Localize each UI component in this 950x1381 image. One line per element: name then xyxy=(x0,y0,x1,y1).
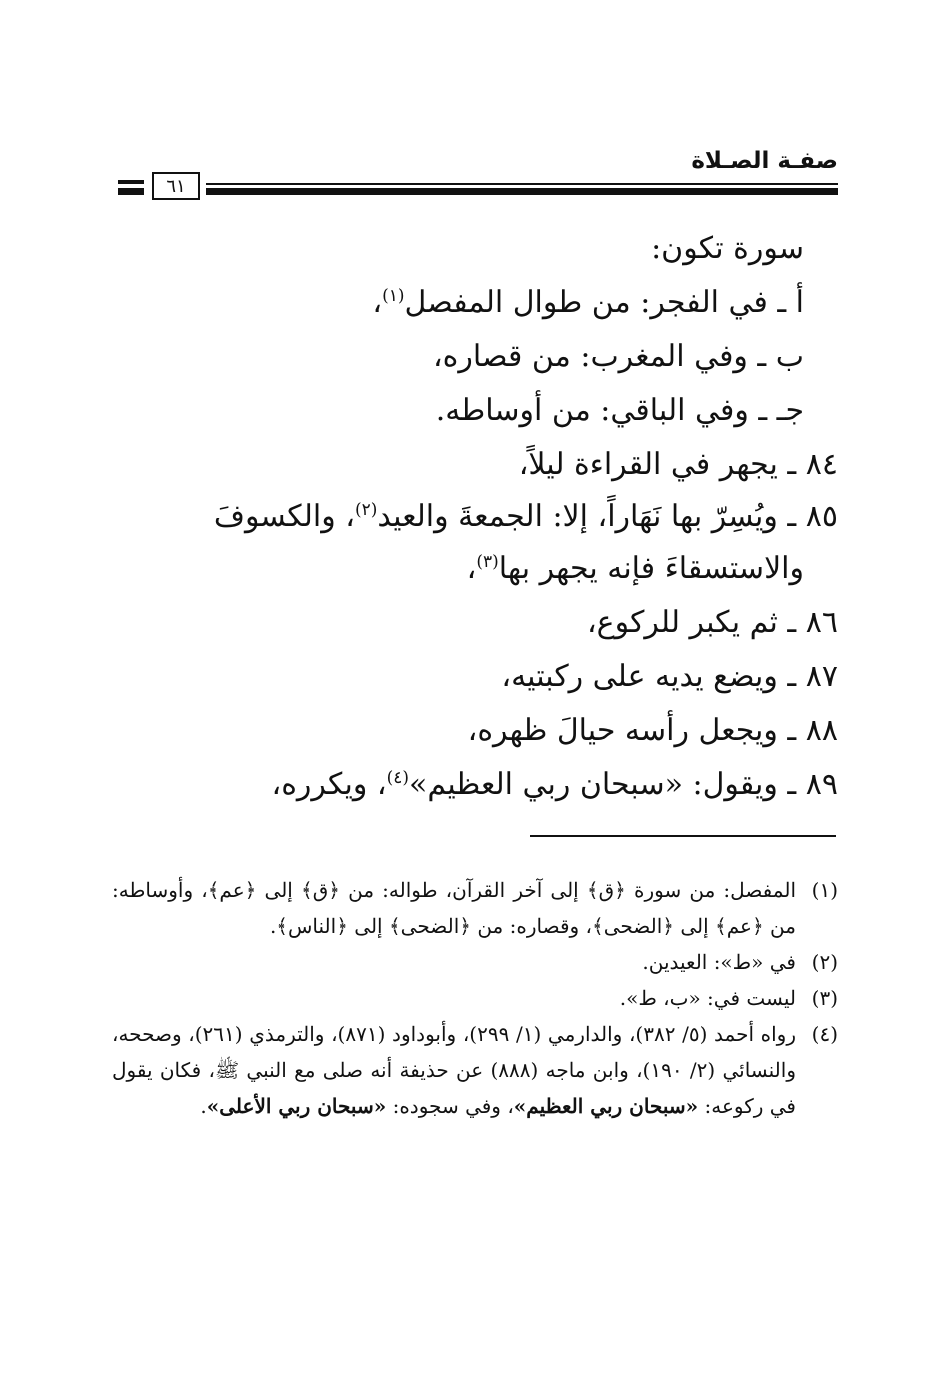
main-text xyxy=(110,222,838,812)
footnote-text: المفصل: من سورة ﴿ق﴾ إلى آخر القرآن، طواله: من ﴿ق﴾ إلى ﴿عم﴾، وأوساطه: من ﴿عم﴾ إلى ﴿الضحى﴾، وقصاره: من ﴿الضحى﴾ إلى ﴿الناس﴾. xyxy=(112,878,796,938)
footnote-number: (١) xyxy=(811,878,838,902)
footnote-ref: (١) xyxy=(382,286,405,306)
footnote-ref: (٣) xyxy=(476,552,499,572)
header-rule-thick xyxy=(206,188,838,195)
text-line: سورة تكون: xyxy=(651,231,804,266)
list-item-85: ٨٥ ـ ويُسِرّ بها نَهَاراً، إلا: الجمعةَ والعيد$^{(٢)}$، والكسوفَ xyxy=(213,499,838,534)
footnote-ref: (٤) xyxy=(386,768,410,788)
footnote-number: (٣) xyxy=(811,986,838,1010)
footnote-text: في «ط»: العيدين. xyxy=(642,950,796,974)
page-number: ٦١ xyxy=(166,175,186,197)
footnote-3 xyxy=(112,980,838,1016)
bold-quote: «سبحان ربي العظيم» xyxy=(513,1094,699,1118)
list-item-b: ب ـ وفي المغرب: من قصاره، xyxy=(432,339,804,374)
header-bar-ornament xyxy=(118,188,144,195)
footnote-2 xyxy=(112,944,838,980)
page-number-box xyxy=(152,172,200,200)
footnote-text: رواه أحمد (٥/ ٣٨٢)، والدارمي (١/ ٢٩٩)، وأبوداود (٨٧١)، والترمذي (٢٦١)، وصححه، والنسائي (٢/ ١٩٠)، وابن ماجه (٨٨٨) عن حذيفة أنه صلى مع النبي ﷺ، فكان يقول في ركوعه: «سبحان ربي العظيم»، وفي سجوده: «سبحان ربي الأعلى». xyxy=(112,1022,797,1118)
footnote-number: (٤) xyxy=(811,1022,838,1046)
footnotes xyxy=(112,872,838,1124)
list-item-89: ٨٩ ـ ويقول: «سبحان ربي العظيم»$^{(٤)}$، ويكرره، xyxy=(271,767,838,802)
footnote-4 xyxy=(112,1016,838,1124)
list-item-87: ٨٧ ـ ويضع يديه على ركبتيه، xyxy=(501,659,838,694)
bold-quote: «سبحان ربي الأعلى» xyxy=(206,1094,387,1118)
running-header-title: صفـة الصـلاة xyxy=(691,148,838,174)
list-item-c: جـ ـ وفي الباقي: من أوساطه. xyxy=(435,393,804,428)
list-item-85-cont: والاستسقاءَ فإنه يجهر بها$^{(٣)}$، xyxy=(466,551,804,586)
list-item-88: ٨٨ ـ ويجعل رأسه حيالَ ظهره، xyxy=(467,713,838,748)
list-item-a: أ ـ في الفجر: من طوال المفصل$^{(١)}$، xyxy=(372,285,804,320)
footnote-1 xyxy=(112,872,838,944)
header-bar-ornament xyxy=(118,180,144,184)
list-item-86: ٨٦ ـ ثم يكبر للركوع، xyxy=(587,605,838,640)
header-rule-thin xyxy=(206,183,838,185)
footnote-number: (٢) xyxy=(811,950,838,974)
footnote-text: ليست في: «ب، ط». xyxy=(619,986,796,1010)
list-item-84: ٨٤ ـ يجهر في القراءة ليلاً، xyxy=(518,447,838,482)
footnote-ref: (٢) xyxy=(354,500,378,520)
footnote-separator xyxy=(530,835,836,837)
